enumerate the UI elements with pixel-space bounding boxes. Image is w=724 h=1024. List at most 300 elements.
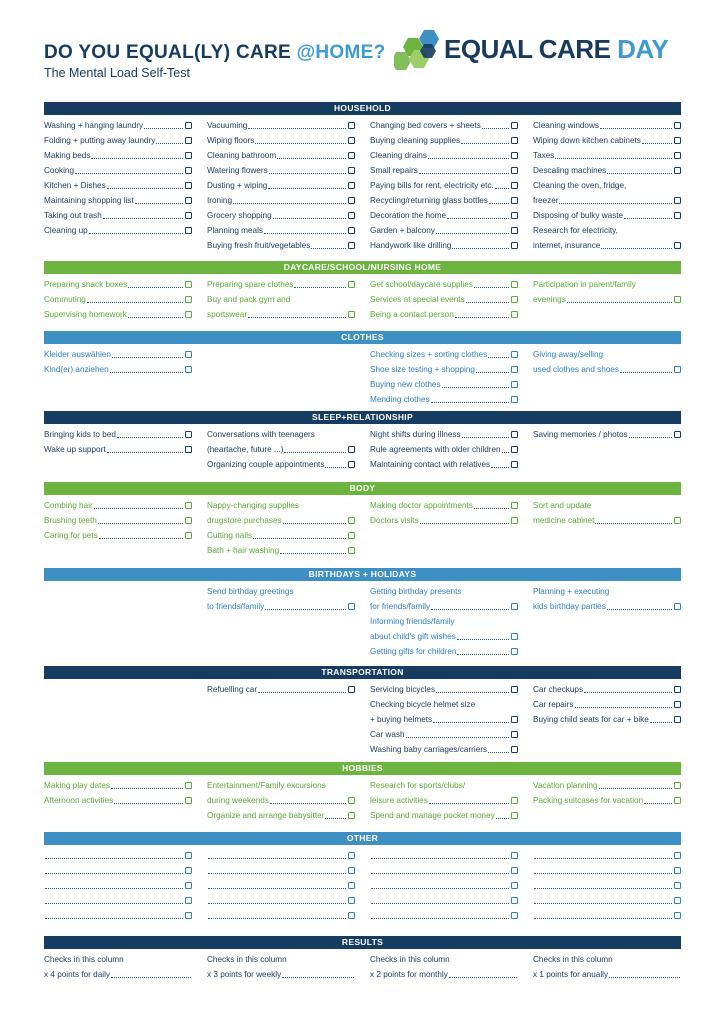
dotted-leader: [431, 402, 509, 403]
task-item[interactable]: [207, 193, 355, 208]
task-label: Being a contact person: [370, 310, 454, 319]
task-item[interactable]: [207, 133, 355, 148]
task-label: about child's gift wishes: [370, 632, 456, 641]
blank-task-line[interactable]: [533, 863, 681, 878]
checkbox[interactable]: [348, 797, 355, 804]
task-column: [207, 778, 355, 823]
dotted-leader: [436, 692, 509, 693]
section-header: CLOTHES: [44, 331, 681, 344]
checkbox[interactable]: [511, 912, 518, 919]
checkbox[interactable]: [185, 897, 192, 904]
checkbox[interactable]: [348, 227, 355, 234]
checkbox[interactable]: [348, 603, 355, 610]
task-item[interactable]: [533, 682, 681, 697]
checkbox[interactable]: [511, 182, 518, 189]
dotted-leader: [419, 173, 509, 174]
blank-task-line[interactable]: [370, 878, 518, 893]
checkbox[interactable]: [185, 197, 192, 204]
checkbox[interactable]: [348, 167, 355, 174]
task-item[interactable]: [207, 163, 355, 178]
task-item[interactable]: [370, 193, 518, 208]
logo-day: DAY: [617, 34, 669, 64]
task-item[interactable]: [44, 498, 192, 513]
checkbox[interactable]: [185, 167, 192, 174]
results-points-line[interactable]: [44, 967, 192, 982]
task-item[interactable]: [370, 208, 518, 223]
task-item[interactable]: [533, 208, 681, 223]
checkbox[interactable]: [511, 396, 518, 403]
blank-task-line[interactable]: [44, 878, 192, 893]
checkbox[interactable]: [185, 867, 192, 874]
task-item[interactable]: [370, 442, 518, 457]
task-label: Combing hair: [44, 501, 93, 510]
checkbox[interactable]: [185, 446, 192, 453]
task-item[interactable]: [533, 292, 681, 307]
checkbox[interactable]: [185, 351, 192, 358]
task-column: [533, 584, 681, 614]
task-label: Kind(er) anziehen: [44, 365, 109, 374]
checkbox[interactable]: [511, 242, 518, 249]
checkbox[interactable]: [511, 686, 518, 693]
checkbox[interactable]: [348, 532, 355, 539]
task-item[interactable]: [44, 427, 192, 442]
task-label: Checking sizes + sorting clothes: [370, 350, 488, 359]
blank-task-line[interactable]: [44, 893, 192, 908]
checkbox[interactable]: [511, 351, 518, 358]
checkbox[interactable]: [511, 812, 518, 819]
checkbox[interactable]: [511, 746, 518, 753]
dotted-leader: [233, 203, 346, 204]
checkbox[interactable]: [185, 782, 192, 789]
checkbox[interactable]: [511, 461, 518, 468]
dotted-leader: [555, 158, 672, 159]
checkbox[interactable]: [511, 366, 518, 373]
task-item[interactable]: [44, 148, 192, 163]
task-label: Packing suitcases for vacation: [533, 796, 644, 805]
task-column: [370, 682, 518, 757]
task-item[interactable]: [370, 347, 518, 362]
checkbox[interactable]: [674, 431, 681, 438]
task-label: Refuelling car: [207, 685, 258, 694]
task-item: [207, 498, 355, 513]
task-item[interactable]: [44, 347, 192, 362]
section-grid: [44, 775, 681, 826]
checkbox[interactable]: [185, 912, 192, 919]
task-item[interactable]: [207, 682, 355, 697]
task-item[interactable]: [370, 307, 518, 322]
checkbox[interactable]: [348, 686, 355, 693]
checkbox[interactable]: [348, 897, 355, 904]
blank-task-line[interactable]: [44, 863, 192, 878]
task-column: [207, 427, 355, 472]
section-grid: [44, 274, 681, 325]
dotted-leader: [567, 302, 672, 303]
task-item[interactable]: [370, 712, 518, 727]
task-label: Car repairs: [533, 700, 574, 709]
task-label: Cutting nails: [207, 531, 253, 540]
dotted-leader: [128, 287, 183, 288]
checkbox[interactable]: [348, 212, 355, 219]
logo-equal-care: EQUAL CARE: [444, 34, 618, 64]
task-label: Organize and arrange babysitter: [207, 811, 325, 820]
checkbox[interactable]: [185, 137, 192, 144]
results-points-line[interactable]: [533, 967, 681, 982]
checkbox[interactable]: [348, 867, 355, 874]
task-item[interactable]: [207, 118, 355, 133]
task-label: Wiping down kitchen cabinets: [533, 136, 641, 145]
blank-task-line[interactable]: [207, 848, 355, 863]
checkbox[interactable]: [674, 686, 681, 693]
dotted-leader: [442, 387, 509, 388]
task-item[interactable]: [533, 793, 681, 808]
checkbox[interactable]: [185, 532, 192, 539]
checkbox[interactable]: [674, 296, 681, 303]
task-item[interactable]: [44, 118, 192, 133]
task-label: sportswear: [207, 310, 248, 319]
results-points-line[interactable]: [370, 967, 518, 982]
results-grid: [44, 949, 681, 983]
task-item[interactable]: [207, 793, 355, 808]
task-item[interactable]: [44, 362, 192, 377]
checkbox[interactable]: [348, 152, 355, 159]
task-item[interactable]: [370, 223, 518, 238]
checkbox[interactable]: [348, 912, 355, 919]
checkbox[interactable]: [674, 797, 681, 804]
checkbox[interactable]: [511, 517, 518, 524]
checkbox[interactable]: [185, 517, 192, 524]
task-label: leisure activities: [370, 796, 428, 805]
checkbox[interactable]: [348, 281, 355, 288]
dotted-leader: [248, 128, 346, 129]
dotted-leader: [436, 233, 509, 234]
blank-task-line[interactable]: [370, 848, 518, 863]
blank-task-line[interactable]: [44, 908, 192, 923]
checkbox[interactable]: [348, 812, 355, 819]
task-item[interactable]: [370, 727, 518, 742]
task-label: Planning meals: [207, 226, 263, 235]
task-item[interactable]: [370, 793, 518, 808]
checkbox[interactable]: [185, 281, 192, 288]
checkbox[interactable]: [185, 502, 192, 509]
checkbox[interactable]: [348, 852, 355, 859]
task-item[interactable]: [44, 513, 192, 528]
checkbox[interactable]: [185, 296, 192, 303]
checkbox[interactable]: [511, 648, 518, 655]
task-label: used clothes and shoes: [533, 365, 620, 374]
task-item[interactable]: [533, 118, 681, 133]
checkbox[interactable]: [185, 431, 192, 438]
checkbox[interactable]: [511, 431, 518, 438]
task-item[interactable]: [370, 118, 518, 133]
checkbox[interactable]: [674, 852, 681, 859]
task-item[interactable]: [207, 238, 355, 253]
checkbox[interactable]: [511, 122, 518, 129]
task-label: Participation in parent/family: [533, 280, 636, 289]
dotted-leader: [534, 918, 672, 919]
dotted-leader: [208, 858, 346, 859]
task-item[interactable]: [207, 457, 355, 472]
results-text: x 1 points for anually: [533, 970, 609, 979]
task-item[interactable]: [533, 238, 681, 253]
task-label: Wake up support: [44, 445, 106, 454]
checkbox[interactable]: [511, 167, 518, 174]
checkbox[interactable]: [348, 122, 355, 129]
task-label: Vacuuming: [207, 121, 248, 130]
task-item[interactable]: [370, 392, 518, 407]
blank-task-line[interactable]: [44, 848, 192, 863]
task-item[interactable]: [370, 277, 518, 292]
task-item[interactable]: [533, 133, 681, 148]
task-item[interactable]: [370, 644, 518, 659]
blank-task-line[interactable]: [207, 893, 355, 908]
checkbox[interactable]: [511, 797, 518, 804]
checkbox[interactable]: [511, 197, 518, 204]
dotted-leader: [457, 639, 509, 640]
task-item[interactable]: [370, 163, 518, 178]
task-item[interactable]: [370, 629, 518, 644]
checkbox[interactable]: [348, 517, 355, 524]
task-item[interactable]: [44, 442, 192, 457]
checkbox[interactable]: [511, 281, 518, 288]
task-item[interactable]: [370, 498, 518, 513]
dotted-leader: [45, 918, 183, 919]
task-item[interactable]: [44, 778, 192, 793]
task-label: Maintaining shopping list: [44, 196, 134, 205]
checkbox[interactable]: [674, 716, 681, 723]
checkbox[interactable]: [674, 603, 681, 610]
task-item[interactable]: [207, 528, 355, 543]
checkbox[interactable]: [348, 182, 355, 189]
checkbox[interactable]: [511, 867, 518, 874]
checkbox[interactable]: [348, 547, 355, 554]
blank-task-line[interactable]: [533, 893, 681, 908]
task-item[interactable]: [44, 292, 192, 307]
task-label: Cleaning the oven, fridge,: [533, 181, 627, 190]
task-column: [44, 118, 192, 238]
task-item[interactable]: [370, 513, 518, 528]
blank-task-line[interactable]: [370, 863, 518, 878]
checkbox[interactable]: [674, 242, 681, 249]
checkbox[interactable]: [674, 152, 681, 159]
task-item[interactable]: [370, 292, 518, 307]
blank-task-line[interactable]: [533, 878, 681, 893]
checkbox[interactable]: [348, 137, 355, 144]
checkbox[interactable]: [511, 212, 518, 219]
task-item[interactable]: [207, 543, 355, 558]
task-item[interactable]: [370, 808, 518, 823]
task-item[interactable]: [207, 808, 355, 823]
checkbox[interactable]: [348, 311, 355, 318]
task-item[interactable]: [533, 148, 681, 163]
checkbox[interactable]: [511, 381, 518, 388]
checkbox[interactable]: [674, 366, 681, 373]
task-item[interactable]: [44, 163, 192, 178]
checkbox[interactable]: [348, 446, 355, 453]
task-item[interactable]: [370, 427, 518, 442]
task-label: medicine cabinet: [533, 516, 595, 525]
task-item[interactable]: [533, 513, 681, 528]
task-column: [370, 498, 518, 528]
checkbox[interactable]: [185, 797, 192, 804]
task-item[interactable]: [207, 223, 355, 238]
task-item[interactable]: [370, 178, 518, 193]
task-item[interactable]: [533, 163, 681, 178]
checkbox[interactable]: [511, 897, 518, 904]
task-item[interactable]: [44, 277, 192, 292]
checkbox[interactable]: [185, 311, 192, 318]
checkbox[interactable]: [511, 603, 518, 610]
task-item[interactable]: [207, 208, 355, 223]
dotted-leader: [502, 452, 509, 453]
checkbox[interactable]: [511, 296, 518, 303]
checkbox[interactable]: [674, 782, 681, 789]
task-label: Buying fresh fruit/vegetables: [207, 241, 311, 250]
checkbox[interactable]: [511, 731, 518, 738]
checkbox[interactable]: [348, 461, 355, 468]
task-label: Shoe size testing + shopping: [370, 365, 475, 374]
task-label: Cleaning windows: [533, 121, 599, 130]
task-label: Ironing: [207, 196, 233, 205]
checkbox[interactable]: [185, 152, 192, 159]
checkbox[interactable]: [674, 897, 681, 904]
task-item[interactable]: [44, 133, 192, 148]
checkbox[interactable]: [348, 882, 355, 889]
task-item[interactable]: [44, 223, 192, 238]
task-item[interactable]: [44, 178, 192, 193]
task-label: Taxes: [533, 151, 555, 160]
task-item[interactable]: [370, 362, 518, 377]
dotted-leader: [87, 302, 183, 303]
blank-task-line[interactable]: [533, 848, 681, 863]
task-item[interactable]: [533, 362, 681, 377]
section-hobbies: [44, 762, 681, 826]
task-item[interactable]: [207, 599, 355, 614]
checkbox[interactable]: [674, 167, 681, 174]
task-item[interactable]: [533, 427, 681, 442]
task-item[interactable]: [44, 208, 192, 223]
checkbox[interactable]: [674, 701, 681, 708]
checkbox[interactable]: [511, 446, 518, 453]
task-item[interactable]: [533, 193, 681, 208]
checkbox[interactable]: [511, 137, 518, 144]
checkbox[interactable]: [511, 152, 518, 159]
dotted-leader: [371, 903, 509, 904]
checkbox[interactable]: [185, 122, 192, 129]
checkbox[interactable]: [674, 882, 681, 889]
checkbox[interactable]: [511, 633, 518, 640]
checkbox[interactable]: [511, 882, 518, 889]
task-item[interactable]: [370, 682, 518, 697]
checkbox[interactable]: [674, 137, 681, 144]
task-label: + buying helmets: [370, 715, 433, 724]
task-item[interactable]: [370, 238, 518, 253]
dotted-leader: [208, 873, 346, 874]
checkbox[interactable]: [185, 212, 192, 219]
task-item[interactable]: [370, 377, 518, 392]
fill-line: [609, 977, 680, 978]
dotted-leader: [428, 158, 509, 159]
task-item[interactable]: [207, 513, 355, 528]
task-item[interactable]: [207, 148, 355, 163]
checkbox[interactable]: [511, 311, 518, 318]
fill-line: [111, 977, 191, 978]
task-item[interactable]: [370, 742, 518, 757]
fill-line: [449, 977, 517, 978]
checkbox[interactable]: [674, 212, 681, 219]
task-item[interactable]: [44, 793, 192, 808]
dotted-leader: [94, 508, 183, 509]
task-item[interactable]: [44, 193, 192, 208]
checkbox[interactable]: [674, 122, 681, 129]
checkbox[interactable]: [185, 366, 192, 373]
task-item[interactable]: [207, 442, 355, 457]
results-section: [44, 936, 681, 983]
checkbox[interactable]: [348, 242, 355, 249]
task-item[interactable]: [370, 599, 518, 614]
checkbox[interactable]: [185, 882, 192, 889]
task-item[interactable]: [370, 457, 518, 472]
blank-task-line[interactable]: [533, 908, 681, 923]
task-item[interactable]: [533, 599, 681, 614]
task-item[interactable]: [370, 133, 518, 148]
blank-task-line[interactable]: [370, 908, 518, 923]
dotted-leader: [447, 218, 509, 219]
task-item[interactable]: [533, 697, 681, 712]
checkbox[interactable]: [348, 197, 355, 204]
blank-task-line[interactable]: [207, 863, 355, 878]
checkbox[interactable]: [674, 867, 681, 874]
task-item[interactable]: [207, 178, 355, 193]
dotted-leader: [482, 128, 509, 129]
checkbox[interactable]: [674, 517, 681, 524]
dotted-leader: [325, 818, 346, 819]
task-label: Commuting: [44, 295, 86, 304]
checkbox[interactable]: [674, 197, 681, 204]
section-body: [44, 482, 681, 561]
task-label: Car wash: [370, 730, 405, 739]
dotted-leader: [98, 523, 183, 524]
blank-task-line[interactable]: [207, 878, 355, 893]
task-item[interactable]: [533, 712, 681, 727]
task-column: [207, 584, 355, 614]
task-item[interactable]: [44, 528, 192, 543]
checkbox[interactable]: [185, 227, 192, 234]
dotted-leader: [128, 317, 183, 318]
fill-line: [282, 977, 354, 978]
checkbox[interactable]: [511, 716, 518, 723]
section-header: BODY: [44, 482, 681, 495]
task-item[interactable]: [207, 307, 355, 322]
section-header: TRANSPORTATION: [44, 666, 681, 679]
checkbox[interactable]: [185, 852, 192, 859]
task-label: Servicing bicycles: [370, 685, 436, 694]
task-item[interactable]: [207, 277, 355, 292]
task-item[interactable]: [370, 148, 518, 163]
results-points-line[interactable]: [207, 967, 355, 982]
checkbox[interactable]: [511, 227, 518, 234]
section-grid: [44, 581, 681, 677]
checkbox[interactable]: [511, 502, 518, 509]
task-item[interactable]: [533, 778, 681, 793]
task-label: Handywork like drilling: [370, 241, 452, 250]
checkbox[interactable]: [511, 852, 518, 859]
checkbox[interactable]: [185, 182, 192, 189]
blank-task-line[interactable]: [207, 908, 355, 923]
task-label: Paying bills for rent, electricity etc.: [370, 181, 494, 190]
task-item[interactable]: [44, 307, 192, 322]
checkbox[interactable]: [674, 912, 681, 919]
blank-task-line[interactable]: [370, 893, 518, 908]
